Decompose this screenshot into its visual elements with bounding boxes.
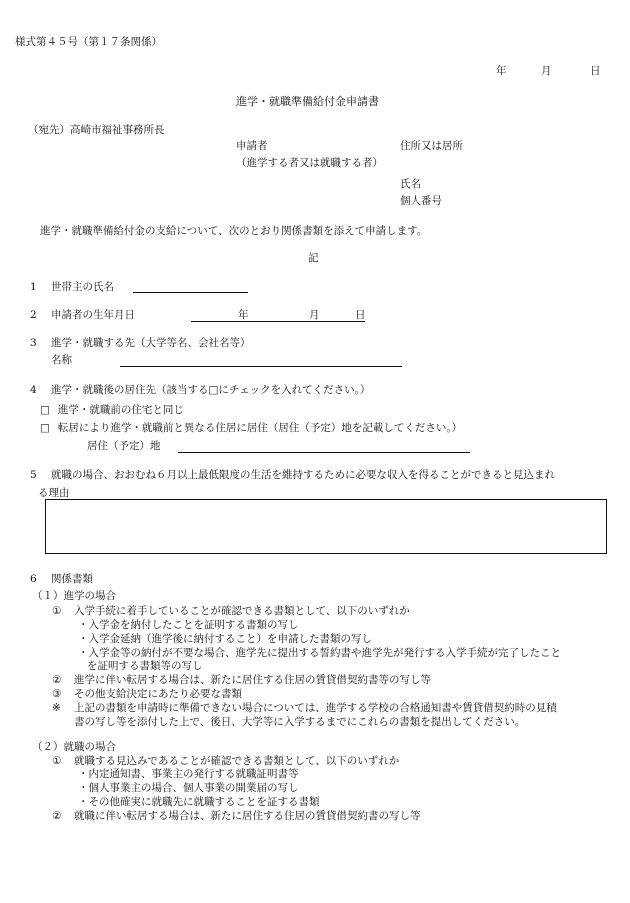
form-title: 進学・就職準備給付金申請書 bbox=[236, 95, 379, 108]
option-same-label: 進学・就職前の住宅と同じ bbox=[57, 404, 184, 416]
employment-p2-mark: ② bbox=[52, 810, 62, 822]
residence-place-label: 居住（予定）地 bbox=[87, 440, 161, 452]
schooling-note-mark: ※ bbox=[52, 702, 61, 714]
head-of-household-name-line bbox=[133, 292, 248, 293]
date-month-label: 月 bbox=[541, 65, 552, 77]
birth-day-label: 日 bbox=[355, 309, 366, 321]
applicant-label: 申請者 bbox=[236, 140, 268, 152]
employment-p1: 就職する見込みであることが確認できる書類として、以下のいずれか bbox=[74, 755, 400, 767]
item2-label: 申請者の生年月日 bbox=[51, 309, 135, 321]
option-new-label: 転居により進学・就職前と異なる住居に居住（居住（予定）地を記載してください。） bbox=[57, 422, 463, 434]
checkbox-icon[interactable]: □ bbox=[40, 422, 50, 434]
item1-label: 世帯主の氏名 bbox=[51, 281, 114, 293]
schooling-p2: 進学に伴い転居する場合は、新たに居住する住居の賃貸借契約書等の写し等 bbox=[74, 674, 431, 686]
item6-label: 関係書類 bbox=[51, 573, 93, 585]
employment-heading: （２）就職の場合 bbox=[32, 741, 116, 753]
form-number: 様式第４５号（第１７条関係） bbox=[15, 36, 162, 48]
schooling-p3: その他支給決定にあたり必要な書類 bbox=[74, 688, 242, 700]
schooling-p2-mark: ② bbox=[52, 674, 62, 686]
schooling-p1-mark: ① bbox=[52, 605, 62, 617]
schooling-p1-bullet3-line1: ・入学金等の納付が不要な場合、進学先に提出する誓約書や進学先が発行する入学手続が完了したこと bbox=[78, 647, 561, 659]
applicant-sub-label: （進学する者又は就職する者） bbox=[236, 157, 383, 169]
checkbox-icon[interactable]: □ bbox=[40, 404, 50, 416]
employment-p2: 就職に伴い転居する場合は、新たに居住する住居の賃貸借契約書の写し等 bbox=[74, 810, 421, 822]
employment-p1-bullet1: ・内定通知書、事業主の発行する就職証明書等 bbox=[78, 768, 299, 780]
birth-date-line bbox=[191, 321, 365, 322]
item3-label: 進学・就職する先（大学等名、会社名等） bbox=[51, 337, 251, 349]
ki-mark: 記 bbox=[308, 252, 319, 264]
employment-p1-bullet2: ・個人事業主の場合、個人事業の開業届の写し bbox=[78, 782, 299, 794]
individual-number-label: 個人番号 bbox=[400, 195, 442, 207]
residence-option-new[interactable] bbox=[40, 422, 462, 435]
destination-name-label: 名称 bbox=[51, 354, 72, 366]
schooling-p3-mark: ③ bbox=[52, 688, 62, 700]
item4-number: 4 bbox=[30, 384, 37, 396]
birth-month-label: 月 bbox=[309, 309, 320, 321]
residence-place-line bbox=[178, 452, 470, 453]
employment-p1-mark: ① bbox=[52, 755, 62, 767]
item2-number: 2 bbox=[30, 309, 37, 321]
income-reason-box[interactable] bbox=[45, 499, 607, 554]
intro-text: 進学・就職準備給付金の支給について、次のとおり関係書類を添えて申請します。 bbox=[40, 225, 428, 237]
item5-label-line2: る理由 bbox=[38, 487, 70, 499]
schooling-p1-bullet3-line2: を証明する書類等の写し bbox=[87, 660, 203, 672]
item1-number: 1 bbox=[30, 281, 37, 293]
residence-option-same[interactable] bbox=[40, 404, 184, 417]
item6-number: 6 bbox=[30, 573, 37, 585]
date-year-label: 年 bbox=[496, 65, 507, 77]
name-label: 氏名 bbox=[400, 178, 421, 190]
destination-name-line bbox=[120, 366, 402, 367]
schooling-p1-bullet1: ・入学金を納付したことを証明する書類の写し bbox=[78, 619, 299, 631]
addressee: （宛先）高崎市福祉事務所長 bbox=[28, 124, 165, 136]
schooling-p1-bullet2: ・入学金延納（進学後に納付すること）を申請した書類の写し bbox=[78, 633, 372, 645]
item5-label-line1: 就職の場合、おおむね６月以上最低限度の生活を維持するために必要な収入を得ることができると見込まれ bbox=[51, 469, 555, 481]
item4-label: 進学・就職後の居住先（該当する□にチェックを入れてください。） bbox=[51, 384, 371, 396]
schooling-note-line2: 書の写し等を添付した上で、後日、大学等に入学するまでにこれらの書類を提出してください。 bbox=[74, 716, 526, 728]
date-day-label: 日 bbox=[590, 65, 601, 77]
schooling-p1: 入学手続に着手していることが確認できる書類として、以下のいずれか bbox=[74, 605, 410, 617]
item3-number: 3 bbox=[30, 337, 37, 349]
address-label: 住所又は居所 bbox=[400, 140, 463, 152]
employment-p1-bullet3: ・その他確実に就職先に就職することを証する書類 bbox=[78, 796, 320, 808]
schooling-note-line1: 上記の書類を申請時に準備できない場合については、進学する学校の合格通知書や賃貸借契約時の見積 bbox=[74, 702, 557, 714]
item5-number: 5 bbox=[30, 469, 37, 481]
birth-year-label: 年 bbox=[238, 309, 249, 321]
schooling-heading: （１）進学の場合 bbox=[32, 590, 116, 602]
